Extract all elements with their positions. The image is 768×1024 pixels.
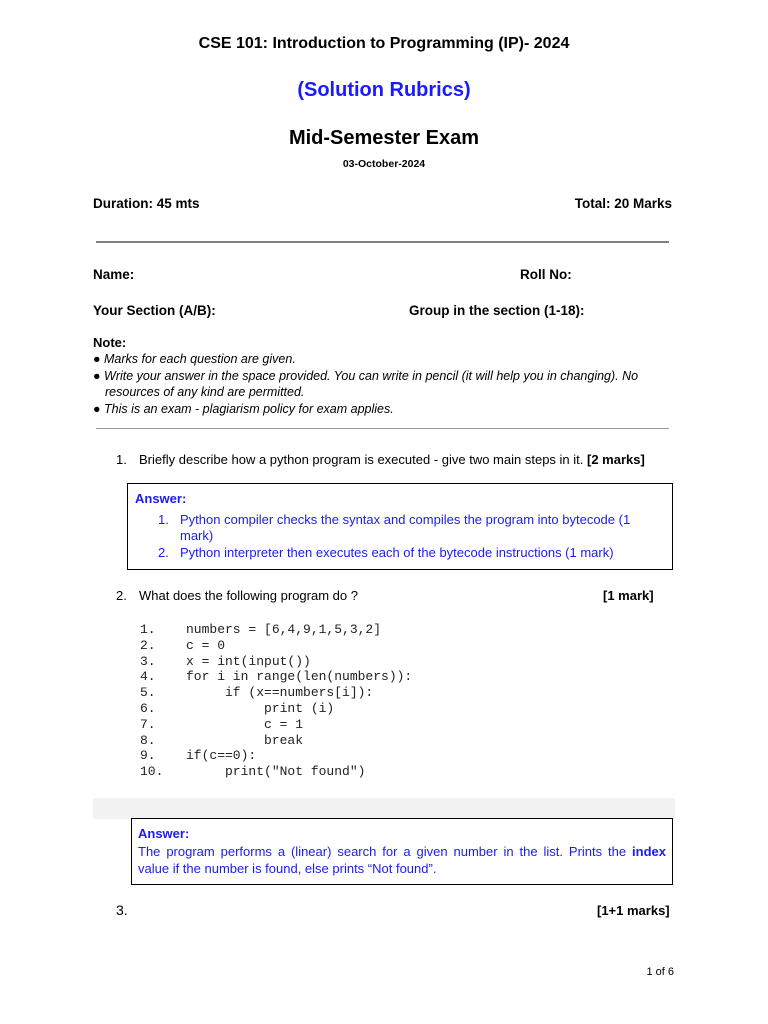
code-line-source: break <box>186 732 304 748</box>
code-line-source: c = 0 <box>186 637 226 653</box>
q1-number: 1. <box>116 452 127 467</box>
code-line-source: x = int(input()) <box>186 653 311 669</box>
q3-number: 3. <box>116 902 128 918</box>
total-marks: Total: 20 Marks <box>574 196 672 211</box>
q3-marks: [1+1 marks] <box>597 903 670 918</box>
q2-answer-box <box>131 818 673 885</box>
q1-answer-box <box>127 483 673 570</box>
q1-answer-num: 1. <box>158 512 169 527</box>
code-line-number: 5. <box>140 685 156 701</box>
note-title: Note: <box>93 335 127 350</box>
code-line-source: if (x==numbers[i]): <box>186 685 374 701</box>
code-line <box>140 701 412 717</box>
code-line <box>140 733 412 749</box>
q2-number: 2. <box>116 588 127 603</box>
q2-answer-bold: index <box>632 844 666 859</box>
q1-text <box>139 452 645 467</box>
note-item: ● Marks for each question are given. <box>93 352 296 366</box>
note-divider <box>96 428 669 429</box>
code-line-number: 7. <box>140 716 156 732</box>
code-line <box>140 685 412 701</box>
q2-answer-text <box>138 843 666 877</box>
q1-answer-num: 2. <box>158 545 169 560</box>
code-line-source: print("Not found") <box>186 764 366 780</box>
q1-answer-label: Answer: <box>135 491 187 506</box>
code-line-source: c = 1 <box>186 716 304 732</box>
note-item-continuation: resources of any kind are permitted. <box>105 385 305 399</box>
q2-marks: [1 mark] <box>603 588 654 603</box>
code-line-number: 2. <box>140 637 156 653</box>
q1-marks: [2 marks] <box>587 452 645 467</box>
rubric-title: (Solution Rubrics) <box>297 79 471 101</box>
code-line-number: 9. <box>140 748 156 764</box>
code-line-source: if(c==0): <box>186 748 257 764</box>
code-line <box>140 622 412 638</box>
note-item: ● Write your answer in the space provided. You can write in pencil (it will help you in changing). No <box>93 369 639 383</box>
code-line-number: 8. <box>140 732 156 748</box>
code-line <box>140 748 412 764</box>
q1-answer-line: mark) <box>180 528 214 543</box>
duration: Duration: 45 mts <box>93 196 200 211</box>
code-line <box>140 669 412 685</box>
page-number: 1 of 6 <box>646 966 674 978</box>
name-label: Name: <box>93 267 135 282</box>
code-line-source: for i in range(len(numbers)): <box>186 669 413 685</box>
code-line-number: 6. <box>140 700 156 716</box>
code-line-number: 3. <box>140 653 156 669</box>
q1-answer-line: Python compiler checks the syntax and compiles the program into bytecode (1 <box>180 512 631 527</box>
course-title: CSE 101: Introduction to Programming (IP)- 2024 <box>198 35 570 52</box>
exam-title: Mid-Semester Exam <box>288 127 480 149</box>
code-line-number: 4. <box>140 669 156 685</box>
q1-question: Briefly describe how a python program is executed - give two main steps in it. <box>139 452 584 467</box>
q2-question: What does the following program do ? <box>139 588 358 603</box>
section-label: Your Section (A/B): <box>93 303 216 318</box>
code-line <box>140 638 412 654</box>
exam-date: 03-October-2024 <box>342 158 426 170</box>
header-divider <box>96 241 669 243</box>
q1-answer-line: Python interpreter then executes each of the bytecode instructions (1 mark) <box>180 545 614 560</box>
note-item: ● This is an exam - plagiarism policy for exam applies. <box>93 402 394 416</box>
q2-answer-part1: The program performs a (linear) search for a given number in the list. Prints the <box>138 844 633 859</box>
code-line-number: 1. <box>140 622 156 637</box>
code-line <box>140 717 412 733</box>
code-line-number: 10. <box>140 764 164 780</box>
q2-code-block <box>140 622 412 780</box>
q2-answer-label: Answer: <box>138 826 190 841</box>
roll-no-label: Roll No: <box>520 267 572 282</box>
code-line <box>140 654 412 670</box>
code-line-source: print (i) <box>186 700 335 716</box>
code-line-source: numbers = [6,4,9,1,5,3,2] <box>186 622 382 637</box>
group-label: Group in the section (1-18): <box>409 303 585 318</box>
code-line <box>140 764 412 780</box>
shaded-band <box>93 798 675 819</box>
q2-answer-part2: value if the number is found, else prints “Not found”. <box>138 861 437 876</box>
